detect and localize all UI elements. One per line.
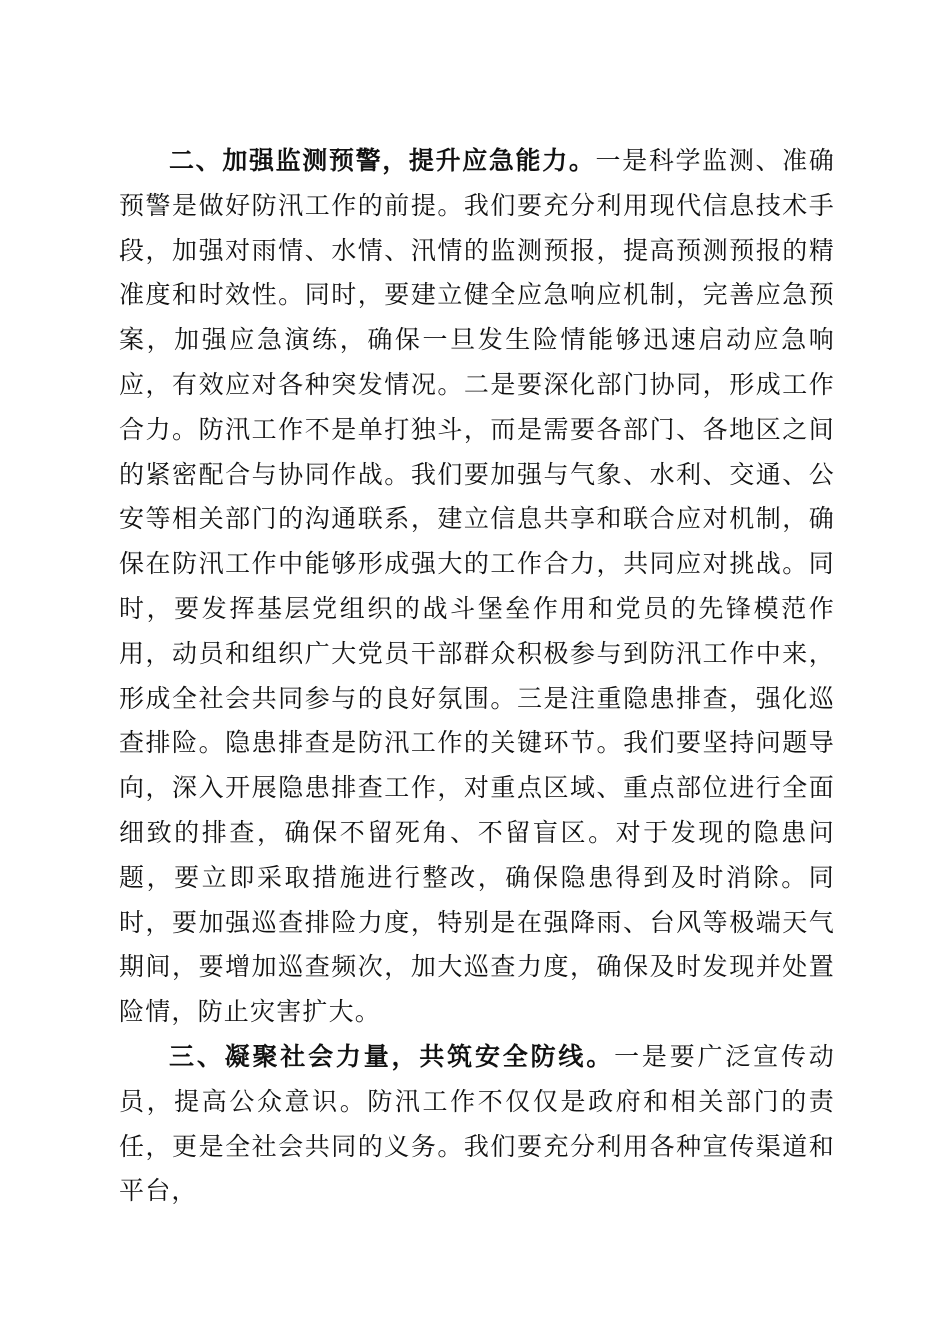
- section-2-heading: 二、加强监测预警，提升应急能力。: [169, 146, 596, 175]
- paragraph-section-2: [119, 139, 835, 1035]
- paragraph-section-3: [119, 1035, 835, 1214]
- document-body: [119, 139, 835, 1214]
- section-3-text: 一是要广泛宣传动员，提高公众意识。防汛工作不仅仅是政府和相关部门的责任，更是全社会共同的义务。我们要充分利用各种宣传渠道和平台，: [119, 1041, 835, 1206]
- section-2-text: 一是科学监测、准确预警是做好防汛工作的前提。我们要充分利用现代信息技术手段，加强对雨情、水情、汛情的监测预报，提高预测预报的精准度和时效性。同时，要建立健全应急响应机制，完善应急预案，加强应急演练，确保一旦发生险情能够迅速启动应急响应，有效应对各种突发情况。二是要深化部门协同，形成工作合力。防汛工作不是单打独斗，而是需要各部门、各地区之间的紧密配合与协同作战。我们要加强与气象、水利、交通、公安等相关部门的沟通联系，建立信息共享和联合应对机制，确保在防汛工作中能够形成强大的工作合力，共同应对挑战。同时，要发挥基层党组织的战斗堡垒作用和党员的先锋模范作用，动员和组织广大党员干部群众积极参与到防汛工作中来，形成全社会共同参与的良好氛围。三是注重隐患排查，强化巡查排险。隐患排查是防汛工作的关键环节。我们要坚持问题导向，深入开展隐患排查工作，对重点区域、重点部位进行全面细致的排查，确保不留死角、不留盲区。对于发现的隐患问题，要立即采取措施进行整改，确保隐患得到及时消除。同时，要加强巡查排险力度，特别是在强降雨、台风等极端天气期间，要增加巡查频次，加大巡查力度，确保及时发现并处置险情，防止灾害扩大。: [119, 146, 835, 1027]
- section-3-heading: 三、凝聚社会力量，共筑安全防线。: [169, 1041, 615, 1071]
